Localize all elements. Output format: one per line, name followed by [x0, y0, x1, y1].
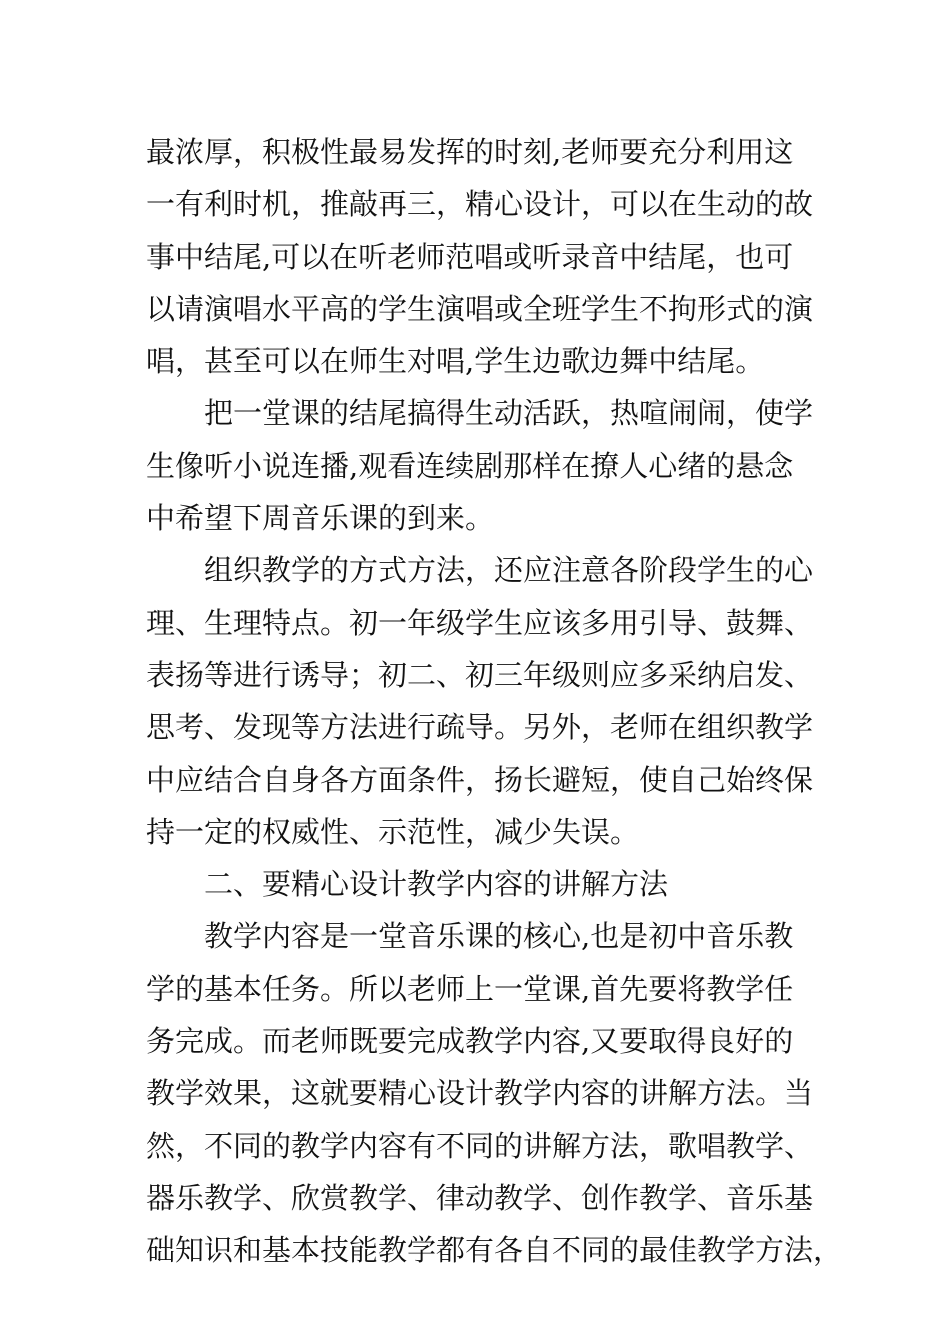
- section-heading: 二、要精心设计教学内容的讲解方法: [204, 867, 669, 902]
- text-line: 生像听小说连播,观看连续剧那样在撩人心绪的悬念: [146, 448, 794, 483]
- text-line: 持一定的权威性、示范性，减少失误。: [146, 814, 640, 849]
- text-line: 中希望下周音乐课的到来。: [146, 501, 495, 536]
- text-line: 唱，甚至可以在师生对唱,学生边歌边舞中结尾。: [146, 344, 765, 379]
- text-line: 器乐教学、欣赏教学、律动教学、创作教学、音乐基: [146, 1180, 814, 1215]
- text-line: 思考、发现等方法进行疏导。另外，老师在组织教学: [146, 710, 814, 745]
- paragraph-start-line: 教学内容是一堂音乐课的核心,也是初中音乐教: [204, 919, 794, 954]
- text-line: 然，不同的教学内容有不同的讲解方法，歌唱教学、: [146, 1128, 814, 1163]
- text-line: 一有利时机，推敲再三，精心设计，可以在生动的故: [146, 187, 814, 222]
- text-line: 学的基本任务。所以老师上一堂课,首先要将教学任: [146, 971, 794, 1006]
- text-line: 中应结合自身各方面条件，扬长避短，使自己始终保: [146, 762, 814, 797]
- text-line: 表扬等进行诱导；初二、初三年级则应多采纳启发、: [146, 657, 814, 692]
- paragraph-start-line: 组织教学的方式方法，还应注意各阶段学生的心: [204, 553, 814, 588]
- body-text: [146, 126, 843, 1277]
- paragraph-start-line: 把一堂课的结尾搞得生动活跃，热喧闹闹，使学: [204, 396, 814, 431]
- text-line: 础知识和基本技能教学都有各自不同的最佳教学方法，: [146, 1233, 843, 1268]
- text-line: 事中结尾,可以在听老师范唱或听录音中结尾，也可: [146, 239, 794, 274]
- text-line: 教学效果，这就要精心设计教学内容的讲解方法。当: [146, 1076, 814, 1111]
- text-line: 以请演唱水平高的学生演唱或全班学生不拘形式的演: [146, 291, 814, 326]
- text-line: 理、生理特点。初一年级学生应该多用引导、鼓舞、: [146, 605, 814, 640]
- text-line: 务完成。而老师既要完成教学内容,又要取得良好的: [146, 1024, 794, 1059]
- text-line: 最浓厚，积极性最易发挥的时刻,老师要充分利用这: [146, 135, 794, 169]
